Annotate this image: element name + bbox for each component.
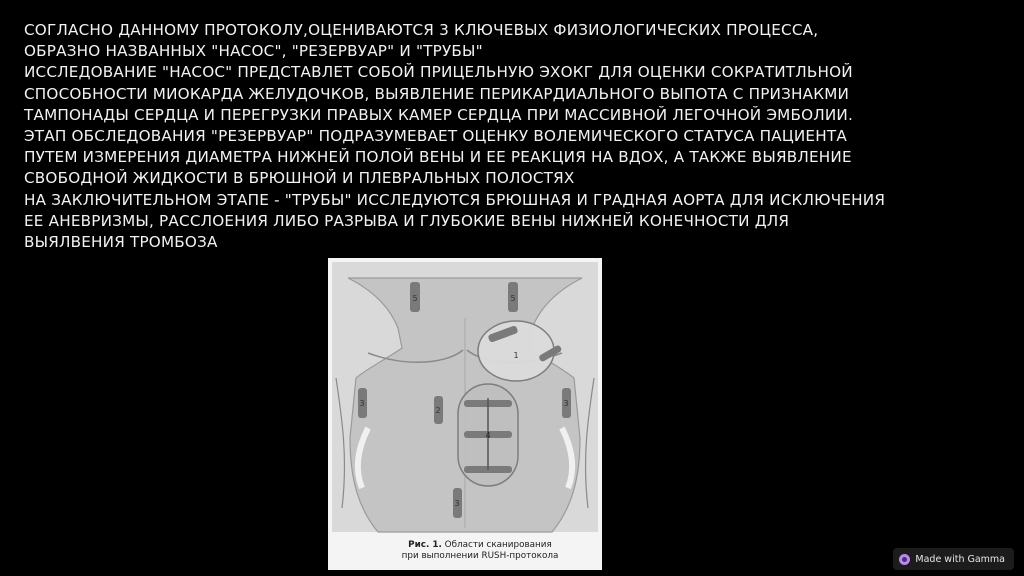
zone-label: 4 (485, 431, 491, 440)
slide-body-text (24, 20, 1014, 253)
text-line: ВЫЯЛВЕНИЯ ТРОМБОЗА (24, 233, 218, 252)
figure-caption (380, 540, 580, 562)
zone-label: 3 (563, 399, 569, 408)
zone-label: 1 (513, 351, 519, 360)
text-line: ОБРАЗНО НАЗВАННЫХ "НАСОС", "РЕЗЕРВУАР" И "ТРУБЫ" (24, 42, 483, 61)
zone-label: 5 (510, 294, 516, 303)
text-line: ПУТЕМ ИЗМЕРЕНИЯ ДИАМЕТРА НИЖНЕЙ ПОЛОЙ ВЕНЫ И ЕЕ РЕАКЦИЯ НА ВДОХ, А ТАКЖЕ ВЫЯВЛЕНИЕ (24, 148, 852, 167)
badge-label: Made with Gamma (915, 553, 1005, 565)
zone-label: 3 (454, 499, 460, 508)
text-line: СОГЛАСНО ДАННОМУ ПРОТОКОЛУ,ОЦЕНИВАЮТСЯ 3 КЛЮЧЕВЫХ ФИЗИОЛОГИЧЕСКИХ ПРОЦЕССА, (24, 21, 819, 39)
made-with-gamma-badge[interactable] (893, 548, 1014, 570)
zone-label: 2 (435, 406, 441, 415)
caption-text: Области сканирования (441, 540, 552, 550)
text-line: СВОБОДНОЙ ЖИДКОСТИ В БРЮШНОЙ И ПЛЕВРАЛЬНЫХ ПОЛОСТЯХ (24, 169, 575, 188)
gamma-logo-icon (899, 554, 910, 565)
zone-label: 5 (412, 294, 418, 303)
text-line: СПОСОБНОСТИ МИОКАРДА ЖЕЛУДОЧКОВ, ВЫЯВЛЕНИЕ ПЕРИКАРДИАЛЬНОГО ВЫПОТА С ПРИЗНАКМИ (24, 84, 850, 103)
text-line: НА ЗАКЛЮЧИТЕЛЬНОМ ЭТАПЕ - "ТРУБЫ" ИССЛЕДУЮТСЯ БРЮШНАЯ И ГРАДНАЯ АОРТА ДЛЯ ИСКЛЮЧЕНИЯ (24, 190, 886, 209)
rush-protocol-figure (328, 258, 602, 570)
zone-label: 3 (359, 399, 365, 408)
torso-illustration (328, 258, 602, 570)
text-line: ИССЛЕДОВАНИЕ "НАСОС" ПРЕДСТАВЛЕТ СОБОЙ ПРИЦЕЛЬНУЮ ЭХОКГ ДЛЯ ОЦЕНКИ СОКРАТИТЛЬНОЙ (24, 63, 853, 82)
text-line: ЭТАП ОБСЛЕДОВАНИЯ "РЕЗЕРВУАР" ПОДРАЗУМЕВАЕТ ОЦЕНКУ ВОЛЕМИЧЕСКОГО СТАТУСА ПАЦИЕНТА (24, 127, 847, 146)
text-line: ЕЕ АНЕВРИЗМЫ, РАССЛОЕНИЯ ЛИБО РАЗРЫВА И ГЛУБОКИЕ ВЕНЫ НИЖНЕЙ КОНЕЧНОСТИ ДЛЯ (24, 211, 790, 230)
text-line: ТАМПОНАДЫ СЕРДЦА И ПЕРЕГРУЗКИ ПРАВЫХ КАМЕР СЕРДЦА ПРИ МАССИВНОЙ ЛЕГОЧНОЙ ЭМБОЛИИ. (24, 105, 854, 124)
caption-text: при выполнении RUSH-протокола (401, 551, 559, 561)
caption-number: Рис. 1. (408, 540, 442, 550)
